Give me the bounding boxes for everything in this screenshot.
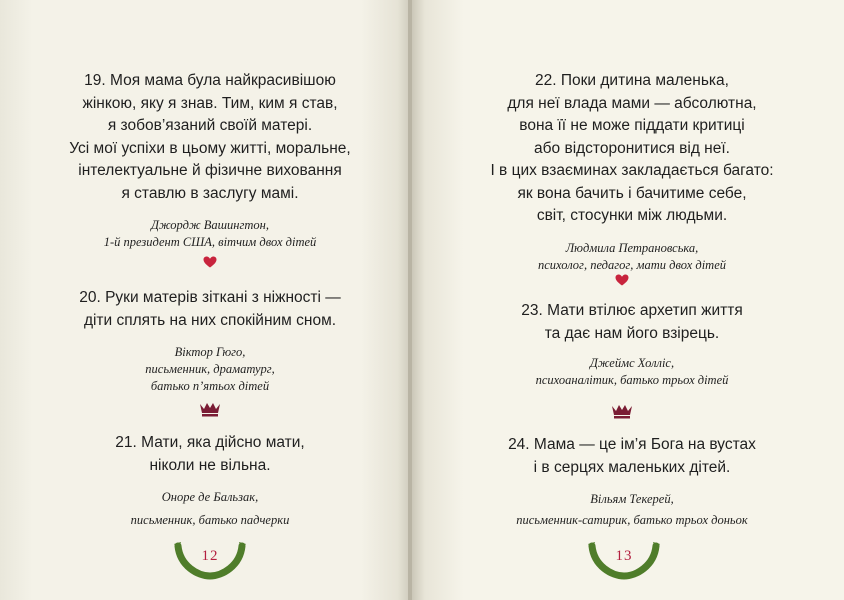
author-name: Оноре де Бальзак, xyxy=(161,490,259,504)
author-desc: батько п’ятьох дітей xyxy=(150,379,270,393)
quote-line: я зобов’язаний своїй матері. xyxy=(107,117,313,134)
quote-22 xyxy=(452,70,812,274)
right-page xyxy=(412,0,844,600)
quote-line: Усі мої успіхи в цьому житті, моральне, xyxy=(69,139,351,157)
quote-line: та дає нам його взірець. xyxy=(544,324,720,342)
quote-text xyxy=(40,287,380,332)
author-name: Віктор Гюго, xyxy=(174,345,246,359)
page-number: 12 xyxy=(201,548,219,564)
quote-text xyxy=(452,300,812,345)
quote-24 xyxy=(452,434,812,529)
quote-line: і в серцях маленьких дітей. xyxy=(533,458,731,476)
author-name: Людмила Петрановська, xyxy=(565,240,699,255)
quote-line: для неї влада мами — абсолютна, xyxy=(507,94,757,112)
quote-text xyxy=(40,432,380,477)
author-name: Джордж Вашингтон, xyxy=(151,218,269,232)
quote-author xyxy=(40,217,380,251)
page-number-left xyxy=(170,540,250,582)
quote-author xyxy=(452,491,812,529)
quote-line: вона її не може піддати критиці xyxy=(519,117,745,134)
left-page xyxy=(0,0,410,600)
quote-line: світ, стосунки між людьми. xyxy=(536,207,728,224)
quote-line: 19. Моя мама була найкрасивішою xyxy=(84,72,336,89)
quote-line: діти сплять на них спокійним сном. xyxy=(83,311,337,329)
quote-line: 22. Поки дитина маленька, xyxy=(535,72,729,89)
heart-icon xyxy=(615,274,629,286)
quote-line: я ставлю в заслугу мамі. xyxy=(121,184,299,202)
heart-icon xyxy=(203,256,217,268)
quote-line: 20. Руки матерів зіткані з ніжності — xyxy=(79,289,341,306)
page-number-right xyxy=(584,540,664,582)
author-desc: психоаналітик, батько трьох дітей xyxy=(535,373,729,387)
page-number: 13 xyxy=(615,548,633,564)
quote-line: як вона бачить і бачитиме себе, xyxy=(517,184,747,202)
quote-line: ніколи не вільна. xyxy=(149,456,271,474)
quote-author xyxy=(452,240,812,274)
quote-author xyxy=(452,355,812,389)
quote-text xyxy=(452,70,812,228)
crown-icon xyxy=(611,403,633,419)
quote-line: жінкою, яку я знав. Тим, ким я став, xyxy=(82,94,338,112)
author-name: Джеймс Холліс, xyxy=(589,356,675,370)
author-desc: психолог, педагог, мати двох дітей xyxy=(537,257,727,272)
author-desc: письменник, батько падчерки xyxy=(130,513,290,527)
quote-line: 21. Мати, яка дійсно мати, xyxy=(115,434,305,451)
quote-line: І в цих взаєминах закладається багато: xyxy=(490,162,774,179)
author-name: Вільям Текерей, xyxy=(590,492,674,506)
quote-line: 23. Мати втілює архетип життя xyxy=(521,302,743,319)
quote-21 xyxy=(40,432,380,529)
quote-line: інтелектуальне й фізичне виховання xyxy=(78,162,342,179)
quote-19 xyxy=(40,70,380,251)
quote-20 xyxy=(40,287,380,395)
author-desc: письменник-сатирик, батько трьох доньок xyxy=(516,513,748,527)
author-desc: 1-й президент США, вітчим двох дітей xyxy=(103,235,317,249)
quote-author xyxy=(40,344,380,395)
quote-text xyxy=(452,434,812,479)
quote-23 xyxy=(452,300,812,389)
quote-line: 24. Мама — це ім’я Бога на вустах xyxy=(508,436,756,453)
author-desc: письменник, драматург, xyxy=(145,362,275,376)
quote-line: або відсторонитися від неї. xyxy=(534,139,730,157)
quote-author xyxy=(40,489,380,529)
quote-text xyxy=(40,70,380,205)
crown-icon xyxy=(199,401,221,417)
